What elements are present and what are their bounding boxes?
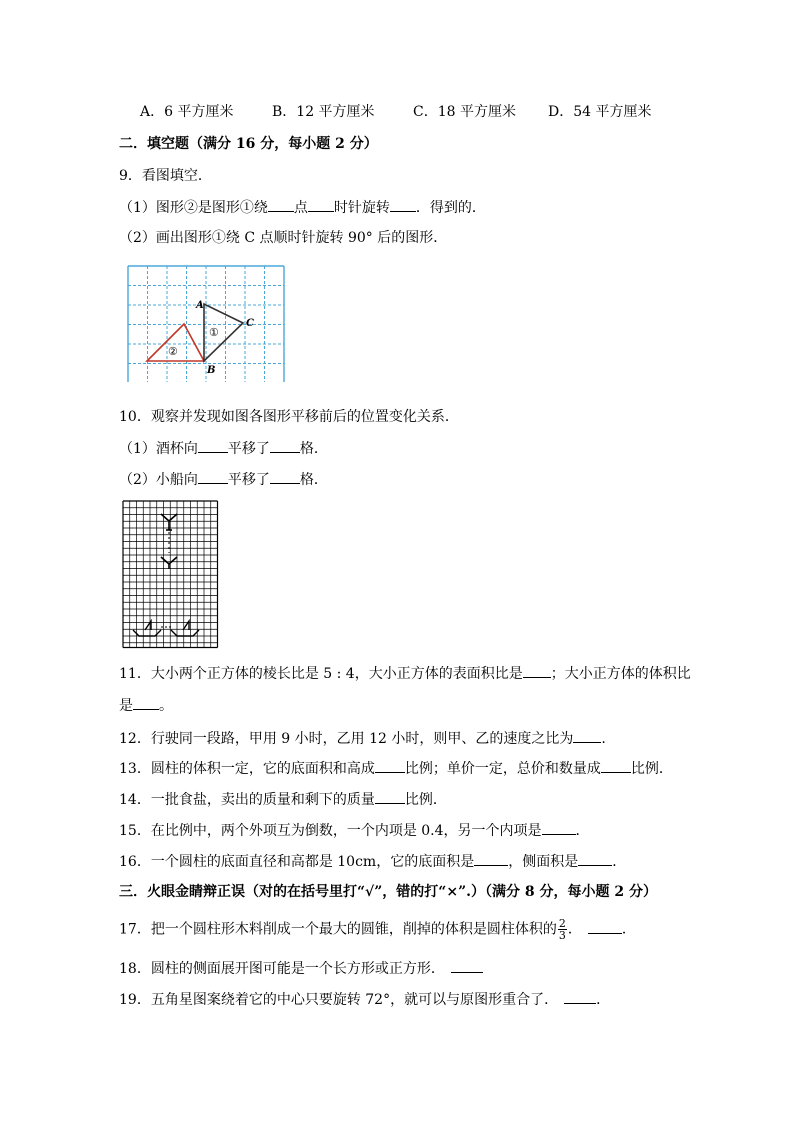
q11-line1: 11．大小两个正方体的棱长比是 5 : 4，大小正方体的表面积比是 ；大小正方体的体积比 [119,666,691,682]
q10-grid-lines [123,501,218,648]
q9-grid-lines [128,266,284,382]
q17: 17．把一个圆柱形木料削成一个最大的圆锥，削掉的体积是圆柱体积的 $\frac{2}{3}$ ． ． [119,917,636,942]
q9-label-b: B [207,365,216,376]
q9-part1: （1）图形②是图形①绕 点 时针旋转 ．得到的． [119,200,486,216]
q9-label-a: A [196,300,204,311]
q9-grid-figure [126,264,286,382]
q9-part2: （2）画出图形①绕 C 点顺时针旋转 90° 后的图形． [119,230,448,246]
q14: 14．一批食盐，卖出的质量和剩下的质量 比例． [119,792,447,808]
q18: 18．圆柱的侧面展开图可能是一个长方形或正方形． [119,960,483,977]
q8-option-c: C．18 平方厘米 [413,104,516,120]
section2-title: 二．填空题（满分 16 分，每小题 2 分） [119,136,378,152]
q9-shape2-label: ② [168,345,178,358]
q9-label-c: C [246,318,254,329]
section3-title: 三．火眼金睛辩正误（对的在括号里打“√”，错的打“×”.）（满分 8 分，每小题 2 分） [119,884,657,900]
q16: 16．一个圆柱的底面直径和高都是 10cm，它的底面积是 ，侧面积是 ． [119,854,627,870]
q10-part1: （1）酒杯向 平移了 格． [119,441,328,457]
q10-part2: （2）小船向 平移了 格． [119,472,328,488]
q10-stem: 10．观察并发现如图各图形平移前后的位置变化关系． [119,409,459,425]
q10-grid-figure [121,499,225,651]
q8-option-b: B．12 平方厘米 [272,104,375,120]
q19: 19．五角星图案绕着它的中心只要旋转 72°，就可以与原图形重合了． ． [119,992,611,1008]
boat-icon-right [171,621,199,636]
q8-option-d: D．54 平方厘米 [548,104,652,120]
q13: 13．圆柱的体积一定，它的底面积和高成 比例；单价一定，总价和数量成 比例． [119,761,673,777]
q12: 12．行驶同一段路，甲用 9 小时，乙用 12 小时，则甲、乙的速度之比为 . [119,731,606,747]
fraction-two-thirds: $\frac{2}{3}$ [558,917,566,942]
q15: 15．在比例中，两个外项互为倒数，一个内项是 0.4，另一个内项是 ． [119,823,590,839]
q11-line2: 是 。 [119,698,173,714]
q9-stem: 9．看图填空． [119,168,212,184]
q8-option-a: A．6 平方厘米 [140,104,234,120]
q9-shape1-label: ① [209,326,219,339]
